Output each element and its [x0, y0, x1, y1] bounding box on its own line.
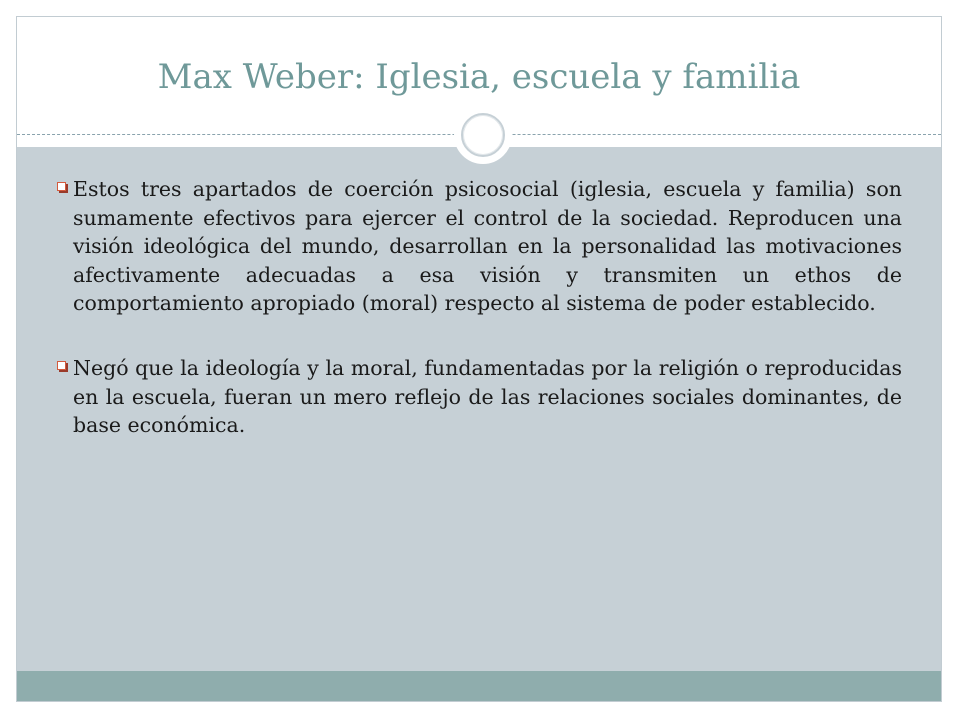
- footer-bar: [17, 671, 941, 701]
- bullet-text: Negó que la ideología y la moral, fundamentadas por la religión o reproducidas en la escuela, fueran un mero reflejo de las relaciones sociales dominantes, de base económica.: [73, 355, 902, 438]
- bullet-list: [57, 175, 902, 476]
- circle-ornament-icon: [454, 106, 512, 164]
- slide-title: Max Weber: Iglesia, escuela y familia: [157, 57, 801, 97]
- bullet-item: [57, 354, 902, 440]
- content-area: [17, 147, 941, 671]
- square-bullet-icon: [57, 361, 66, 370]
- bullet-text: Estos tres apartados de coerción psicosocial (iglesia, escuela y familia) son sumamente efectivos para ejercer el control de la sociedad. Reproducen una visión ideológica del mundo, desarrollan en la personalidad las motivaciones afectivamente adecuadas a esa visión y transmiten un ethos de comportamiento apropiado (moral) respecto al sistema de poder establecido.: [73, 177, 902, 316]
- slide: [16, 16, 942, 702]
- square-bullet-icon: [57, 182, 66, 191]
- bullet-item: [57, 175, 902, 318]
